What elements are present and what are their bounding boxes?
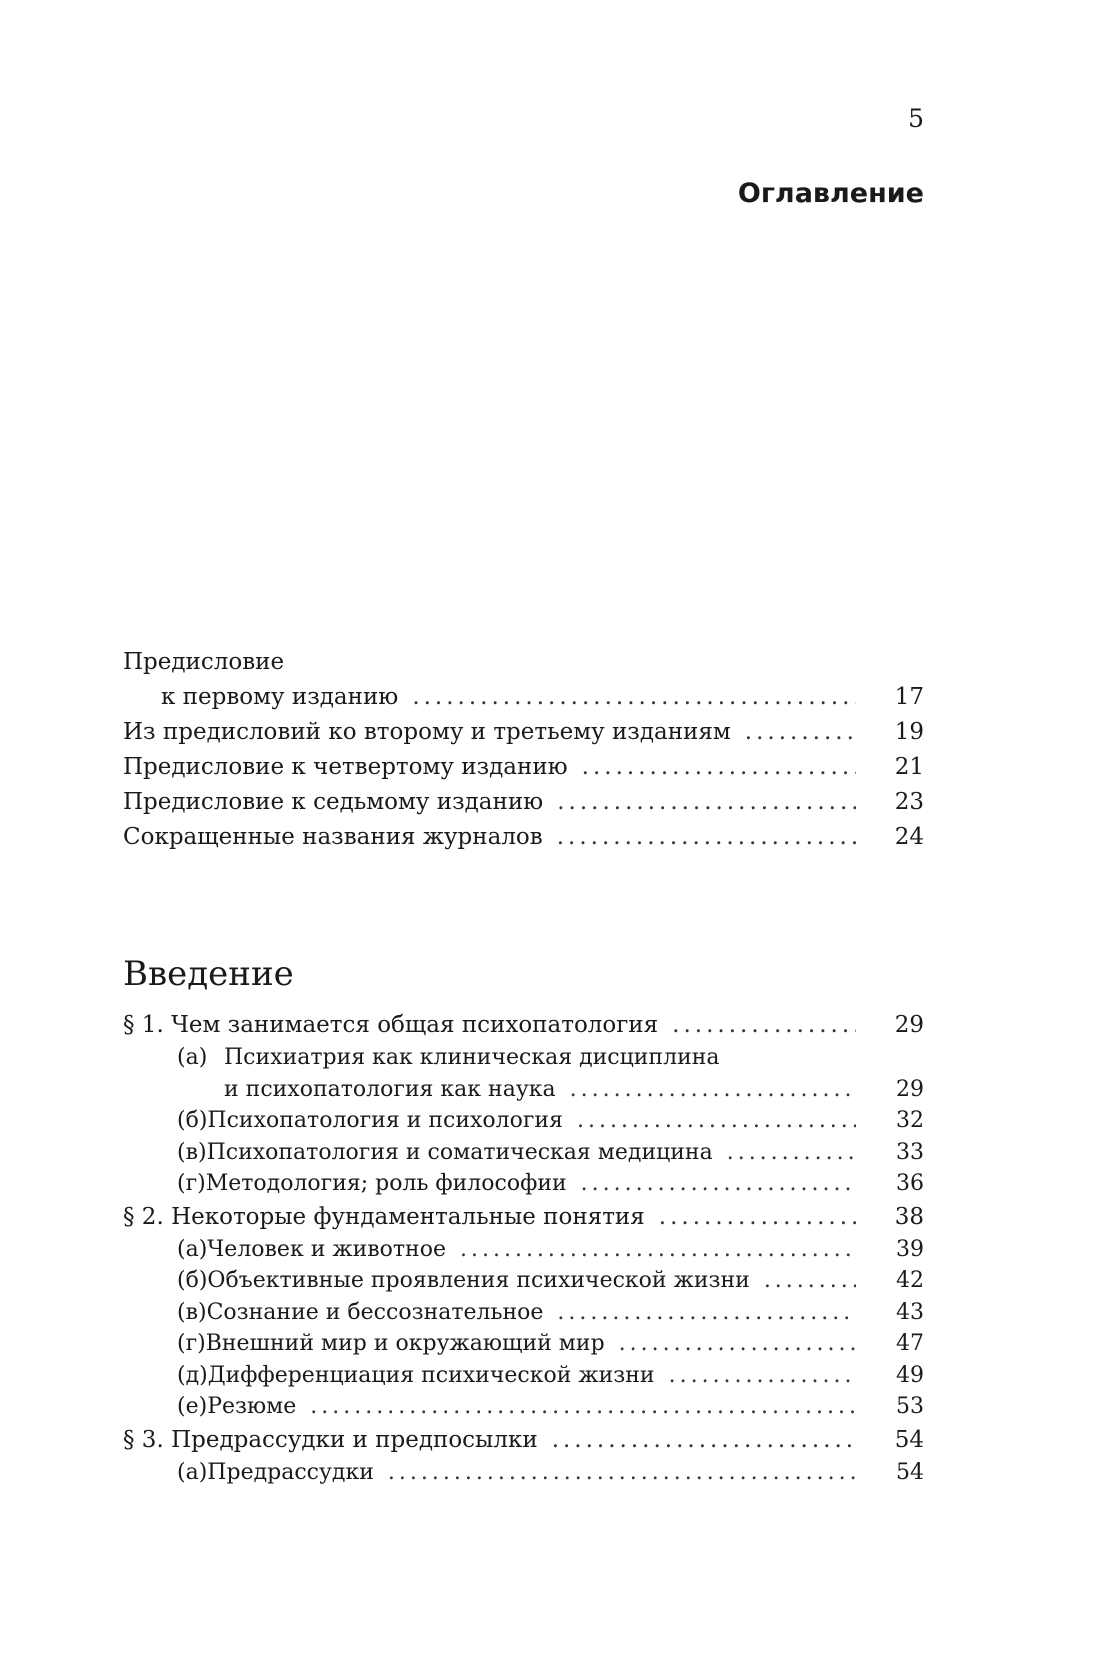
dot-leader <box>577 1105 856 1137</box>
toc-entry-paragraph-1[interactable] <box>123 1008 924 1042</box>
toc-entry-text: и психопатология как наука <box>224 1076 556 1102</box>
toc-entry-text: Предрассудки <box>207 1459 374 1485</box>
toc-entry-text: к первому изданию <box>161 684 399 710</box>
toc-page-number: 17 <box>894 684 924 710</box>
toc-page-number: 21 <box>894 754 924 780</box>
toc-subentry[interactable] <box>123 1168 924 1200</box>
dot-leader <box>659 1200 856 1234</box>
toc-entry-text: Предисловие к четвертому изданию <box>123 754 568 780</box>
toc-page-number: 32 <box>896 1108 924 1133</box>
toc-title: Оглавление <box>737 178 924 209</box>
toc-entry[interactable] <box>123 820 924 855</box>
toc-subentry[interactable] <box>123 1042 924 1074</box>
toc-page-number: 33 <box>896 1139 924 1165</box>
dot-leader <box>581 1168 856 1200</box>
toc-entry-text: Сознание и бессознательное <box>206 1299 544 1325</box>
toc-page-number: 49 <box>896 1362 924 1388</box>
dot-leader <box>552 1423 856 1457</box>
toc-page-number: 54 <box>896 1459 924 1485</box>
toc-subentry[interactable] <box>123 1234 924 1266</box>
toc-subentry[interactable] <box>123 1360 924 1392</box>
toc-subentry[interactable] <box>123 1297 924 1329</box>
subentry-marker: (г) <box>177 1171 206 1196</box>
toc-subentry[interactable] <box>123 1328 924 1360</box>
toc-subentry[interactable] <box>123 1265 924 1297</box>
toc-entry-paragraph-3[interactable] <box>123 1423 924 1457</box>
toc-page-number: 29 <box>896 1076 924 1102</box>
dot-leader <box>460 1234 856 1266</box>
dot-leader <box>669 1360 856 1392</box>
toc-page-number: 24 <box>894 824 924 850</box>
dot-leader <box>672 1008 856 1042</box>
toc-entry-text: § 3. Предрассудки и предпосылки <box>123 1426 538 1453</box>
toc-entry-text: § 2. Некоторые фундаментальные понятия <box>123 1203 645 1230</box>
toc-entry-text: Внешний мир и окружающий мир <box>205 1331 605 1356</box>
subentry-marker: (б) <box>177 1108 208 1133</box>
toc-entry-text: Психопатология и психология <box>207 1108 563 1133</box>
toc-page-number: 53 <box>896 1394 924 1419</box>
toc-entry[interactable] <box>123 750 924 785</box>
toc-subentry[interactable] <box>123 1074 924 1106</box>
toc-entry[interactable] <box>123 785 924 820</box>
toc-entry-text: Объективные проявления психической жизни <box>207 1268 750 1293</box>
toc-entry[interactable] <box>123 645 924 680</box>
dot-leader <box>557 785 856 820</box>
toc-page-number: 23 <box>894 789 924 815</box>
toc-entry-text: Сокращенные названия журналов <box>123 824 543 850</box>
dot-leader <box>619 1328 856 1360</box>
dot-leader <box>557 820 856 855</box>
toc-page-number: 29 <box>894 1012 924 1038</box>
subentry-marker: (в) <box>177 1299 207 1325</box>
toc-subentry[interactable] <box>123 1137 924 1169</box>
toc-page-number: 38 <box>894 1203 924 1230</box>
toc-entry-paragraph-2[interactable] <box>123 1200 924 1234</box>
dot-leader <box>745 715 856 750</box>
toc-entry-text: Психопатология и соматическая медицина <box>206 1139 713 1165</box>
subentry-marker: (д) <box>177 1362 208 1388</box>
dot-leader <box>388 1457 856 1489</box>
dot-leader <box>582 750 856 785</box>
toc-entry-text: Предисловие <box>123 649 285 675</box>
dot-leader <box>412 680 856 715</box>
toc-entry-text: Методология; роль философии <box>205 1171 567 1196</box>
section-heading: Введение <box>123 954 294 994</box>
toc-entry-text: Психиатрия как клиническая дисциплина <box>224 1045 720 1070</box>
page-number: 5 <box>908 104 924 133</box>
subentry-marker: (г) <box>177 1331 206 1356</box>
toc-subentry[interactable] <box>123 1391 924 1423</box>
toc-page-number: 42 <box>896 1268 924 1293</box>
toc-subentry[interactable] <box>123 1457 924 1489</box>
toc-entry-text: § 1. Чем занимается общая психопатология <box>123 1012 659 1038</box>
toc-entry-text: Резюме <box>207 1394 297 1419</box>
dot-leader <box>570 1074 856 1106</box>
toc-page-number: 54 <box>894 1426 924 1453</box>
toc-entry-text: Предисловие к седьмому изданию <box>123 789 544 815</box>
toc-page-number: 43 <box>896 1299 924 1325</box>
dot-leader <box>727 1137 856 1169</box>
toc-page-number: 39 <box>896 1236 924 1262</box>
toc-entry-text: Дифференциация психической жизни <box>207 1362 655 1388</box>
toc-page-number: 19 <box>894 719 924 745</box>
toc-page-number: 47 <box>896 1331 924 1356</box>
toc-entry[interactable] <box>123 715 924 750</box>
subentry-marker: (в) <box>177 1139 207 1165</box>
toc-subentry[interactable] <box>123 1105 924 1137</box>
dot-leader <box>310 1391 856 1423</box>
toc-page-number: 36 <box>896 1171 924 1196</box>
subentry-marker: (б) <box>177 1268 208 1293</box>
dot-leader <box>764 1265 856 1297</box>
subentry-marker: (а) <box>177 1236 208 1262</box>
toc-entry-text: Из предисловий ко второму и третьему изданиям <box>123 719 731 745</box>
introduction-section <box>123 950 924 1488</box>
toc-entry[interactable] <box>123 680 924 715</box>
front-matter-list <box>123 649 924 855</box>
toc-entry-text: Человек и животное <box>207 1236 446 1262</box>
subentry-marker: (а) <box>177 1045 208 1070</box>
subentry-marker: (е) <box>177 1394 208 1419</box>
subentry-marker: (а) <box>177 1459 208 1485</box>
dot-leader <box>557 1297 856 1329</box>
